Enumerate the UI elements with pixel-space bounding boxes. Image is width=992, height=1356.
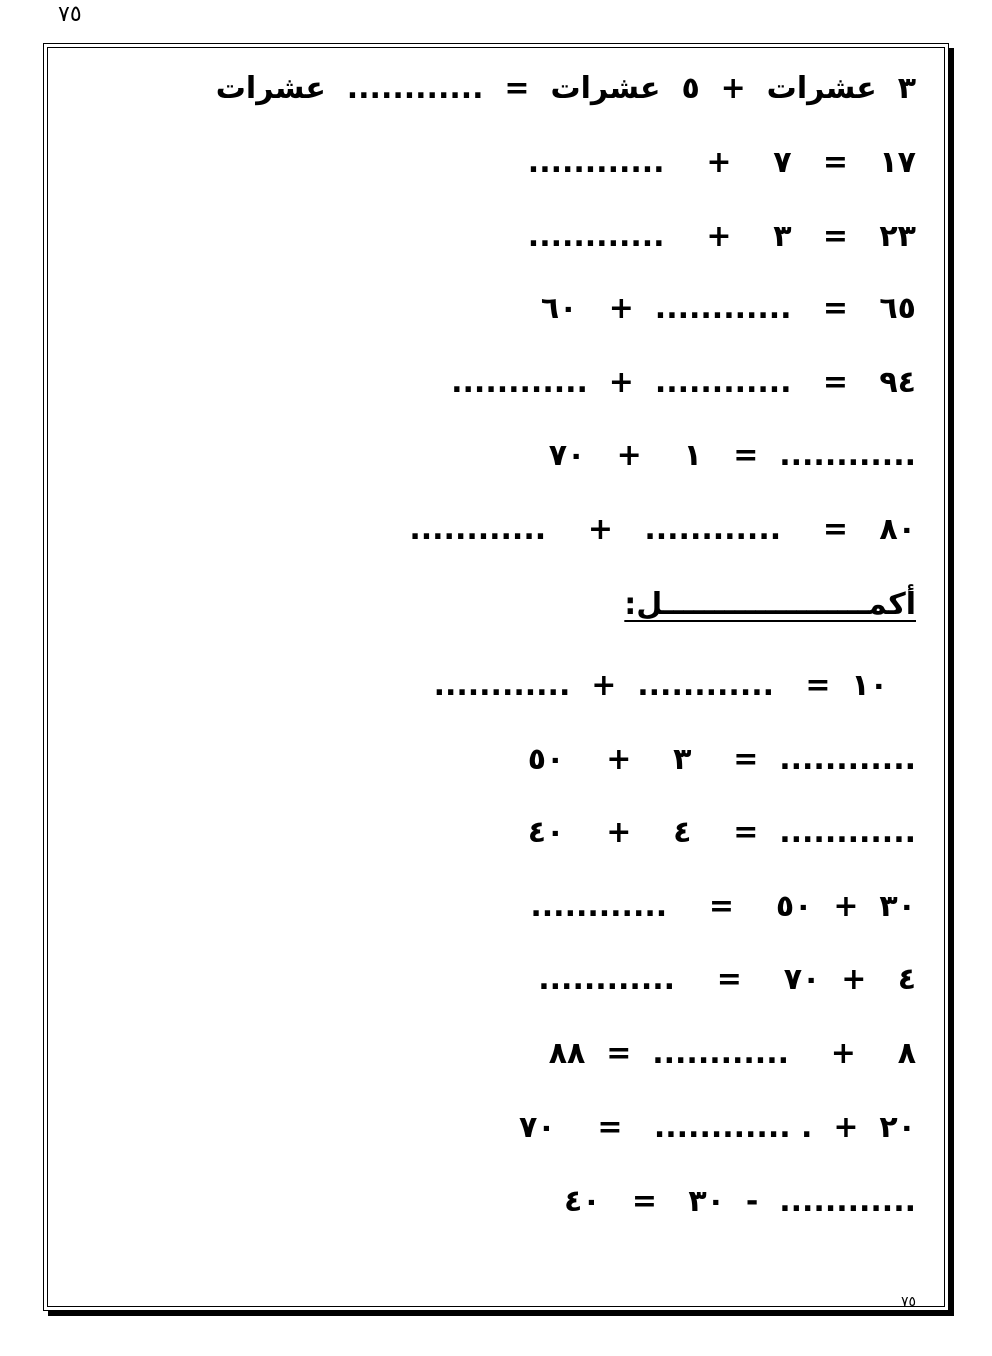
exercise-line-1: ٣ عشرات + ٥ عشرات = ............ عشرات [215, 71, 916, 106]
exercise-line-3: ٢٣ = ٣ + ............ [527, 219, 916, 254]
exercise-line-7: ٨٠ = ............ + ............ [409, 512, 916, 547]
exercise-line-13: ٨ + ............ = ٨٨ [548, 1036, 916, 1071]
exercise-line-12: ٤ + ٧٠ = ............ [538, 962, 916, 997]
exercise-line-2: ١٧ = ٧ + ............ [527, 145, 916, 180]
exercise-line-15: ............ - ٣٠ = ٤٠ [563, 1184, 916, 1219]
exercise-line-14: ٢٠ + . ............ = ٧٠ [518, 1110, 916, 1145]
page-number-top: ٧٥ [58, 2, 82, 27]
worksheet-frame [43, 43, 949, 1311]
exercise-line-6: ............ = ١ + ٧٠ [548, 438, 916, 473]
exercise-line-8: ١٠ = ............ + ............ [433, 668, 888, 703]
section-heading-complete: أكمــــــــــــــــــــل: [624, 587, 916, 622]
exercise-line-10: ............ = ٤ + ٤٠ [527, 815, 916, 850]
exercise-line-5: ٩٤ = ............ + ............ [451, 365, 916, 400]
page-number-bottom: ٧٥ [900, 1294, 916, 1310]
exercise-line-9: ............ = ٣ + ٥٠ [527, 742, 916, 777]
exercise-line-4: ٦٥ = ............ + ٦٠ [540, 291, 916, 326]
exercise-line-11: ٣٠ + ٥٠ = ............ [530, 889, 916, 924]
